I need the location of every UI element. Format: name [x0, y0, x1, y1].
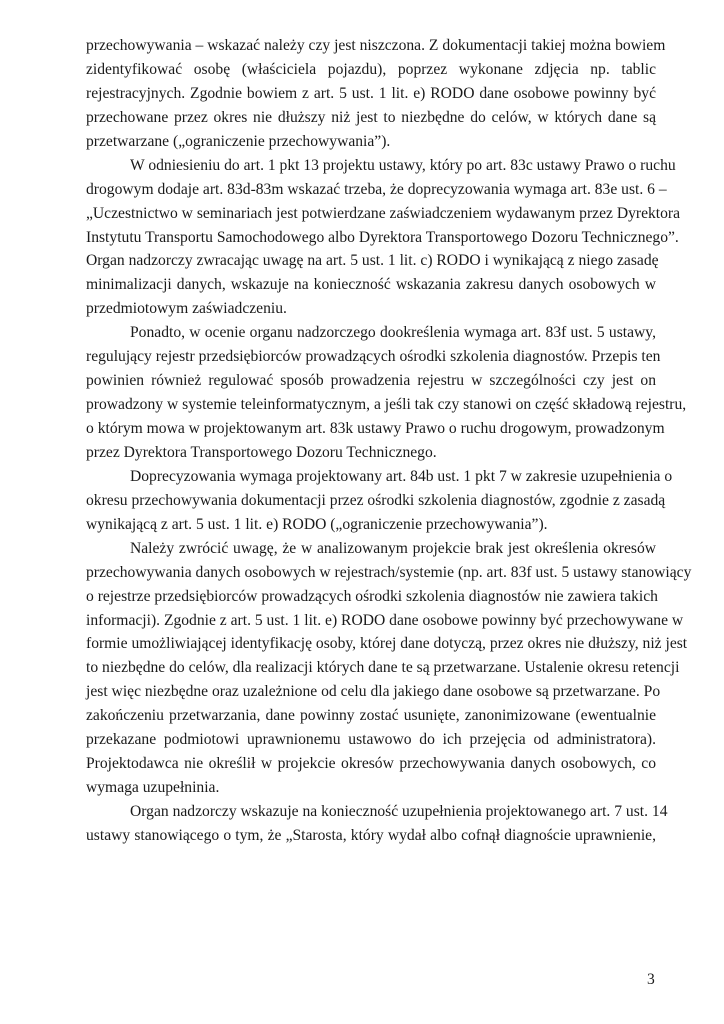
text-line: zakończeniu przetwarzania, dane powinny zostać usunięte, zanonimizowane (ewentualnie: [86, 707, 656, 725]
text-line: minimalizacji danych, wskazuje na konieczność wskazania zakresu danych osobowych w: [86, 276, 656, 294]
text-line: Organ nadzorczy zwracając uwagę na art. 5 ust. 1 lit. c) RODO i wynikającą z niego zasadę: [86, 252, 659, 270]
text-line: o rejestrze przedsiębiorców prowadzących ośrodki szkolenia diagnostów nie zawiera takich: [86, 587, 658, 605]
text-line: Instytutu Transportu Samochodowego albo Dyrektora Transportowego Dozoru Technicznego”.: [86, 228, 679, 246]
text-line: formie umożliwiającej identyfikację osoby, której dane dotyczą, przez okres nie dłuższy, niż jest: [86, 635, 688, 653]
text-line: Należy zwrócić uwagę, że w analizowanym projekcie brak jest określenia okresów: [130, 539, 656, 557]
text-line: to niezbędne do celów, dla realizacji których dane te są przetwarzane. Ustalenie okresu retencji: [86, 659, 680, 677]
text-line: prowadzony w systemie teleinformatycznym, a jeśli tak czy stanowi on część składową rejestru,: [86, 396, 687, 414]
text-line: Organ nadzorczy wskazuje na konieczność uzupełnienia projektowanego art. 7 ust. 14: [130, 803, 668, 820]
text-line: Projektodawca nie określił w projekcie okresów przechowywania danych osobowych, co: [86, 755, 656, 773]
paragraph: [86, 537, 692, 800]
text-line: Doprecyzowania wymaga projektowany art. 84b ust. 1 pkt 7 w zakresie uzupełnienia o: [130, 467, 673, 485]
paragraph: [86, 465, 673, 537]
text-line: „Uczestnictwo w seminariach jest potwierdzane zaświadczeniem wydawanym przez Dyrektora: [86, 204, 681, 222]
text-line: W odniesieniu do art. 1 pkt 13 projektu ustawy, który po art. 83c ustawy Prawo o ruchu: [130, 156, 676, 174]
text-line: przekazane podmiotowi uprawnionemu ustawowo do ich przejęcia od administratora).: [86, 731, 656, 749]
text-line: powinien również regulować sposób prowadzenia rejestru w szczególności czy jest on: [86, 372, 656, 390]
text-line: drogowym dodaje art. 83d-83m wskazać trzeba, że doprecyzowania wymaga art. 83e ust. 6 –: [86, 180, 667, 198]
text-line: wymaga uzupełninia.: [86, 779, 220, 797]
text-line: ustawy stanowiącego o tym, że „Starosta, który wydał albo cofnął diagnoście uprawnienie,: [86, 826, 656, 844]
paragraph: [86, 321, 687, 465]
text-line: przedmiotowym zaświadczeniu.: [86, 300, 287, 318]
page-number: 3: [647, 971, 655, 988]
text-line: informacji). Zgodnie z art. 5 ust. 1 lit. e) RODO dane osobowe powinny być przechowywane w: [86, 611, 684, 629]
text-line: Ponadto, w ocenie organu nadzorczego dookreślenia wymaga art. 83f ust. 5 ustawy,: [130, 324, 656, 342]
text-line: zidentyfikować osobę (właściciela pojazdu), poprzez wykonane zdjęcia np. tablic: [86, 60, 656, 78]
text-line: jest więc niezbędne oraz uzależnione od celu dla jakiego dane osobowe są przetwarzane. Po: [86, 683, 661, 701]
text-line: okresu przechowywania dokumentacji przez ośrodki szkolenia diagnostów, zgodnie z zasadą: [86, 491, 666, 509]
text-line: przechowane przez okres nie dłuższy niż jest to niezbędne do celów, w których dane są: [86, 108, 656, 126]
text-line: przez Dyrektora Transportowego Dozoru Technicznego.: [86, 443, 437, 461]
body-text: [86, 34, 692, 848]
paragraph: [86, 154, 681, 322]
text-line: wynikającą z art. 5 ust. 1 lit. e) RODO („ograniczenie przechowywania”).: [86, 515, 548, 533]
text-line: przetwarzane („ograniczenie przechowywania”).: [86, 132, 391, 150]
paragraph: [86, 34, 666, 154]
text-line: o którym mowa w projektowanym art. 83k ustawy Prawo o ruchu drogowym, prowadzonym: [86, 420, 665, 437]
text-line: regulujący rejestr przedsiębiorców prowadzących ośrodki szkolenia diagnostów. Przepis ten: [86, 348, 661, 366]
text-line: przechowywania – wskazać należy czy jest niszczona. Z dokumentacji takiej można bowiem: [86, 37, 666, 54]
text-line: rejestracyjnych. Zgodnie bowiem z art. 5 ust. 1 lit. e) RODO dane osobowe powinny być: [86, 84, 656, 102]
paragraph: [86, 800, 668, 848]
text-line: przechowywania danych osobowych w rejestrach/systemie (np. art. 83f ust. 5 ustawy stanowiący: [86, 563, 692, 581]
